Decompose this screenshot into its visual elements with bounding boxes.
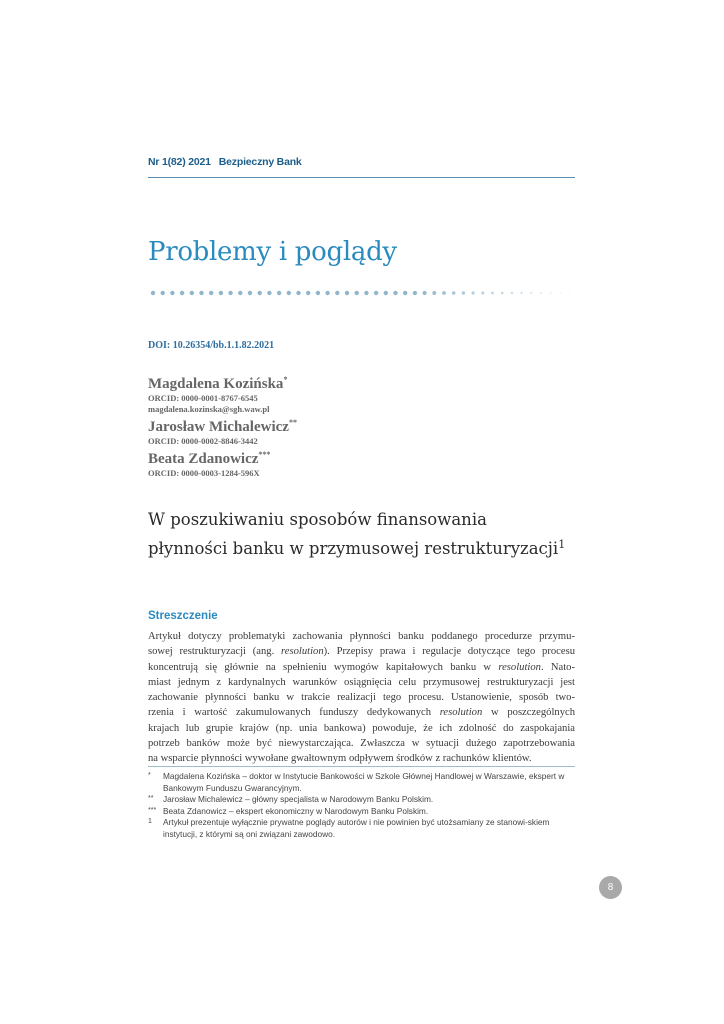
divider-dot: [306, 291, 310, 295]
author-orcid: ORCID: 0000-0001-8767-6545: [148, 393, 258, 403]
divider-dot: [190, 291, 194, 295]
divider-dot: [413, 291, 417, 295]
divider-dot: [364, 291, 368, 295]
divider-dot: [238, 291, 242, 295]
footnote: [148, 817, 578, 840]
article-title-line: płynności banku w przymusowej restrukturyzacji$^1$: [148, 538, 566, 558]
footnote-text: Beata Zdanowicz – ekspert ekonomiczny w Narodowym Banku Polskim.: [163, 805, 429, 816]
author-block: [148, 375, 287, 415]
divider-dot: [471, 291, 474, 294]
divider-dot: [277, 291, 281, 295]
footnote-text: Artykuł prezentuje wyłącznie prywatne poglądy autorów i nie powinien być utożsamiany ze stanowi-skiem instytucji, z którymi są oni związani zawodowo.: [163, 817, 550, 839]
abstract-line: [148, 705, 575, 720]
divider-dot: [481, 291, 484, 294]
footnote-divider: [148, 766, 575, 767]
divider-dot: [228, 291, 232, 295]
divider-dot: [199, 291, 203, 295]
divider-dot: [540, 292, 542, 294]
footnote: [148, 806, 578, 818]
abstract-line-text: koncentrują się głównie na spełnieniu wymogów kapitałowych banku w: [148, 661, 499, 673]
divider-dot: [355, 291, 359, 295]
abstract-line-text: sowej restrukturyzacji (ang.: [148, 646, 282, 658]
page-number-badge: 8: [599, 876, 622, 899]
divider-dot: [374, 291, 378, 295]
divider-dot: [151, 291, 155, 295]
abstract-heading: Streszczenie: [148, 610, 218, 622]
abstract-line-text: . Nato-: [540, 661, 575, 673]
header-divider: [148, 177, 575, 178]
author-orcid: ORCID: 0000-0002-8846-3442: [148, 436, 258, 446]
abstract-line-text: potrzeb banków może być niewystarczająca. Zwłaszcza w sytuacji dużego zapotrzebowania: [148, 738, 575, 750]
divider-dot: [248, 291, 252, 295]
abstract-line-text: krajach lub grupie krajów (np. unia bankowa) powoduje, że ich zdolność do zaspokajania: [148, 722, 575, 734]
divider-dot: [393, 291, 397, 295]
footnote-text: Jarosław Michalewicz – główny specjalista w Narodowym Banku Polskim.: [163, 794, 434, 804]
footnotes: [148, 771, 578, 840]
dotted-divider: [150, 290, 575, 296]
divider-dot: [462, 291, 465, 294]
divider-dot: [296, 291, 300, 295]
abstract-line: [148, 721, 575, 736]
divider-dot: [432, 291, 436, 295]
divider-dot: [403, 291, 407, 295]
footnote-mark: 1: [148, 818, 152, 825]
section-title: Problemy i poglądy: [148, 237, 397, 267]
author-name: Magdalena Kozińska*: [148, 375, 288, 392]
divider-dot: [287, 291, 291, 295]
footnote-mark: *: [148, 772, 151, 779]
abstract-line: [148, 690, 575, 705]
author-footnote-mark: ***: [258, 450, 271, 459]
abstract-text: [148, 629, 575, 767]
abstract-italic-term: resolution: [281, 646, 324, 658]
divider-dot: [384, 291, 388, 295]
divider-dot: [569, 292, 570, 293]
divider-dot: [325, 291, 329, 295]
footnote-text: Magdalena Kozińska – doktor w Instytucie Bankowości w Szkole Głównej Handlowej w Warszawie, ekspert w Bankowym Funduszu Gwarancyjnym.: [163, 771, 565, 793]
author-footnote-mark: **: [288, 418, 297, 427]
divider-dot: [442, 291, 446, 295]
footnote-mark: **: [148, 795, 154, 802]
abstract-line: [148, 751, 575, 766]
divider-dot: [501, 292, 504, 295]
issue-number: Nr 1(82) 2021: [148, 156, 211, 168]
running-header: [148, 156, 302, 168]
author-block: [148, 450, 270, 479]
abstract-line-text: zachowanie płynności banku w trakcie realizacji tego procesu. Ustanowienie, sposób two-: [148, 692, 575, 704]
divider-dot: [161, 291, 165, 295]
divider-dot: [209, 291, 213, 295]
divider-dot: [560, 292, 562, 294]
divider-dot: [219, 291, 223, 295]
divider-dot: [258, 291, 262, 295]
doi: DOI: 10.26354/bb.1.1.82.2021: [148, 340, 275, 351]
abstract-italic-term: resolution: [439, 707, 483, 719]
divider-dot: [491, 292, 494, 295]
footnote-mark: ***: [148, 806, 157, 814]
abstract-line: [148, 644, 575, 659]
article-title-line: W poszukiwaniu sposobów finansowania: [148, 510, 487, 529]
divider-dot: [180, 291, 184, 295]
author-name: Jarosław Michalewicz**: [148, 418, 297, 435]
divider-dot: [423, 291, 427, 295]
divider-dot: [511, 292, 513, 294]
divider-dot: [170, 291, 174, 295]
abstract-line-text: miast jednym z kardynalnych warunków osiągnięcia celu przymusowej restrukturyzacji jest: [148, 676, 575, 688]
author-name: Beata Zdanowicz***: [148, 450, 271, 467]
title-footnote-ref: 1: [558, 538, 566, 551]
abstract-line: [148, 629, 575, 644]
abstract-line: [148, 675, 575, 690]
abstract-line-text: na wsparcie płynności wywołane gwałtownym odpływem środków z rachunków klientów.: [148, 753, 532, 765]
article-title: [148, 507, 565, 561]
abstract-line-text: rzenia i wartość zakumulowanych funduszy dedykowanych: [148, 707, 440, 719]
divider-dot: [345, 291, 349, 295]
abstract-line-text: ). Przepisy prawa i regulacje dotyczące tego procesu: [323, 646, 575, 658]
divider-dot: [316, 291, 320, 295]
author-footnote-mark: *: [283, 375, 288, 384]
abstract-italic-term: resolution: [498, 661, 541, 673]
footnote: [148, 794, 578, 806]
divider-dot: [530, 292, 532, 294]
abstract-line: [148, 736, 575, 751]
author-orcid: ORCID: 0000-0003-1284-596X: [148, 468, 260, 478]
footnote: [148, 771, 578, 794]
divider-dot: [335, 291, 339, 295]
author-email[interactable]: magdalena.kozinska@sgh.waw.pl: [148, 404, 270, 414]
abstract-line-text: Artykuł dotyczy problematyki zachowania płynności banku poddanego procedurze przymu-: [148, 631, 575, 642]
divider-dot: [452, 291, 456, 295]
divider-dot: [267, 291, 271, 295]
journal-name: Bezpieczny Bank: [218, 156, 302, 168]
divider-dot: [550, 292, 552, 294]
abstract-line: [148, 660, 575, 675]
author-block: [148, 418, 297, 447]
divider-dot: [520, 292, 522, 294]
abstract-line-text: w poszczególnych: [482, 707, 575, 719]
